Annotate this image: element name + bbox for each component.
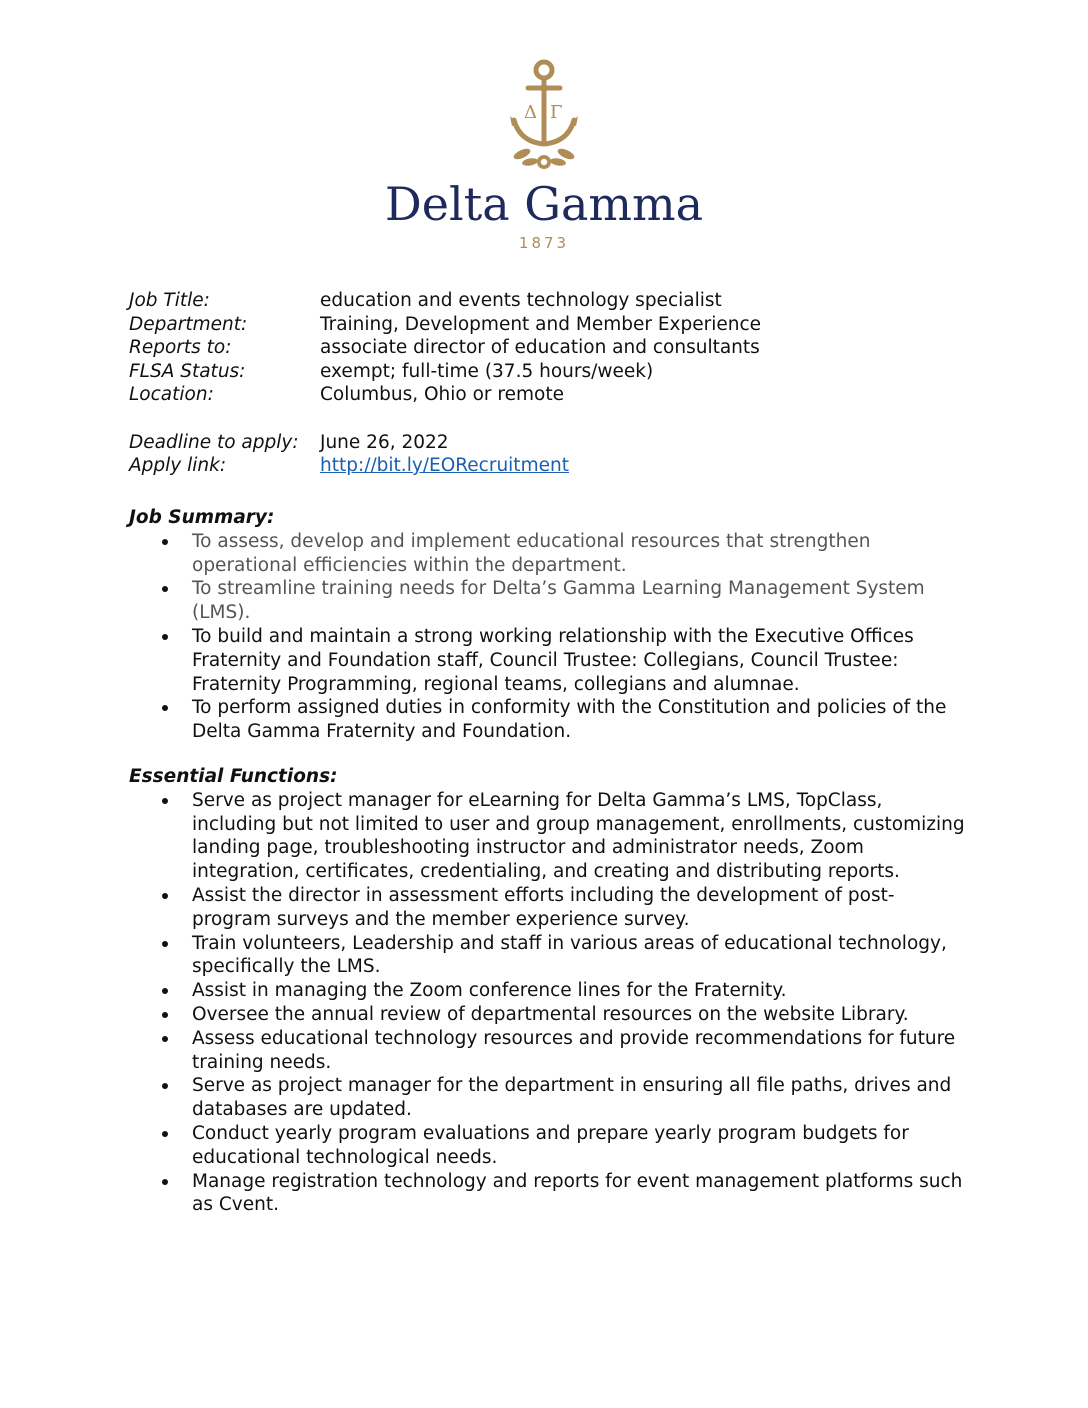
bullet-icon xyxy=(162,539,168,545)
bullet-icon xyxy=(162,1131,168,1137)
svg-text:Γ: Γ xyxy=(550,102,563,123)
list-item: To build and maintain a strong working relationship with the Executive Offices Fraternity and Foundation staff, Council Trustee: Collegians, Council Trustee: Fraternity Programming, regional teams, collegians and alumnae. xyxy=(129,625,969,696)
bullet-icon xyxy=(162,893,168,899)
location-value: Columbus, Ohio or remote xyxy=(320,384,564,405)
flsa-row xyxy=(129,360,989,384)
list-item: Oversee the annual review of departmental resources on the website Library. xyxy=(129,1003,969,1027)
flsa-label: FLSA Status: xyxy=(129,360,246,382)
list-item: Serve as project manager for eLearning for Delta Gamma’s LMS, TopClass, including but not limited to user and group management, enrollments, customizing landing page, troubleshooting instructor and administrator needs, Zoom integration, certificates, credentialing, and creating and distributing reports. xyxy=(129,789,969,884)
brand-name: Delta Gamma xyxy=(384,177,704,231)
list-item: Train volunteers, Leadership and staff in various areas of educational technology, specifically the LMS. xyxy=(129,932,969,980)
bullet-icon xyxy=(162,988,168,994)
deadline-row xyxy=(129,431,989,455)
location-label: Location: xyxy=(129,384,214,405)
bullet-icon xyxy=(162,1036,168,1042)
list-item: Assess educational technology resources and provide recommendations for future training needs. xyxy=(129,1027,969,1075)
brand-year: 1873 xyxy=(518,234,570,252)
anchor-crest-icon xyxy=(484,58,604,176)
job-summary-section xyxy=(129,506,969,744)
department-label: Department: xyxy=(129,313,248,335)
svg-text:Δ: Δ xyxy=(524,102,537,123)
apply-label: Apply link: xyxy=(129,455,227,476)
list-item: Assist in managing the Zoom conference lines for the Fraternity. xyxy=(129,979,969,1003)
job-summary-list xyxy=(129,530,969,744)
reports-to-row xyxy=(129,336,989,360)
delta-gamma-logo xyxy=(0,58,1088,252)
essential-functions-section xyxy=(129,765,969,1217)
list-item: To streamline training needs for Delta’s Gamma Learning Management System (LMS). xyxy=(129,577,969,625)
apply-link[interactable]: http://bit.ly/EORecruitment xyxy=(320,455,569,476)
department-row xyxy=(129,313,989,337)
essential-functions-list xyxy=(129,789,969,1217)
job-title-label: Job Title: xyxy=(129,290,210,311)
reports-to-value: associate director of education and consultants xyxy=(320,337,760,358)
list-item: Conduct yearly program evaluations and prepare yearly program budgets for educational technological needs. xyxy=(129,1122,969,1170)
list-item: Manage registration technology and reports for event management platforms such as Cvent. xyxy=(129,1170,969,1218)
list-item: To assess, develop and implement educational resources that strengthen operational efficiencies within the department. xyxy=(129,530,969,578)
deadline-label: Deadline to apply: xyxy=(129,431,299,453)
bullet-icon xyxy=(162,798,168,804)
bullet-icon xyxy=(162,586,168,592)
bullet-icon xyxy=(162,1179,168,1185)
bullet-icon xyxy=(162,1083,168,1089)
bullet-icon xyxy=(162,634,168,640)
bullet-icon xyxy=(162,1012,168,1018)
essential-functions-heading: Essential Functions: xyxy=(129,766,338,787)
list-item: Assist the director in assessment efforts including the development of post-program surveys and the member experience survey. xyxy=(129,884,969,932)
job-summary-heading: Job Summary: xyxy=(129,507,275,528)
spacer xyxy=(129,407,989,431)
bullet-icon xyxy=(162,941,168,947)
bullet-icon xyxy=(162,705,168,711)
job-info-block xyxy=(129,289,989,478)
reports-to-label: Reports to: xyxy=(129,337,232,358)
job-title-value: education and events technology specialist xyxy=(320,290,722,311)
list-item: To perform assigned duties in conformity with the Constitution and policies of the Delta Gamma Fraternity and Foundation. xyxy=(129,696,969,744)
job-title-row xyxy=(129,289,989,313)
apply-row xyxy=(129,454,989,478)
flsa-value: exempt; full-time (37.5 hours/week) xyxy=(320,360,654,382)
list-item: Serve as project manager for the department in ensuring all file paths, drives and databases are updated. xyxy=(129,1074,969,1122)
deadline-value: June 26, 2022 xyxy=(320,431,449,453)
department-value: Training, Development and Member Experience xyxy=(320,313,762,335)
location-row xyxy=(129,383,989,407)
